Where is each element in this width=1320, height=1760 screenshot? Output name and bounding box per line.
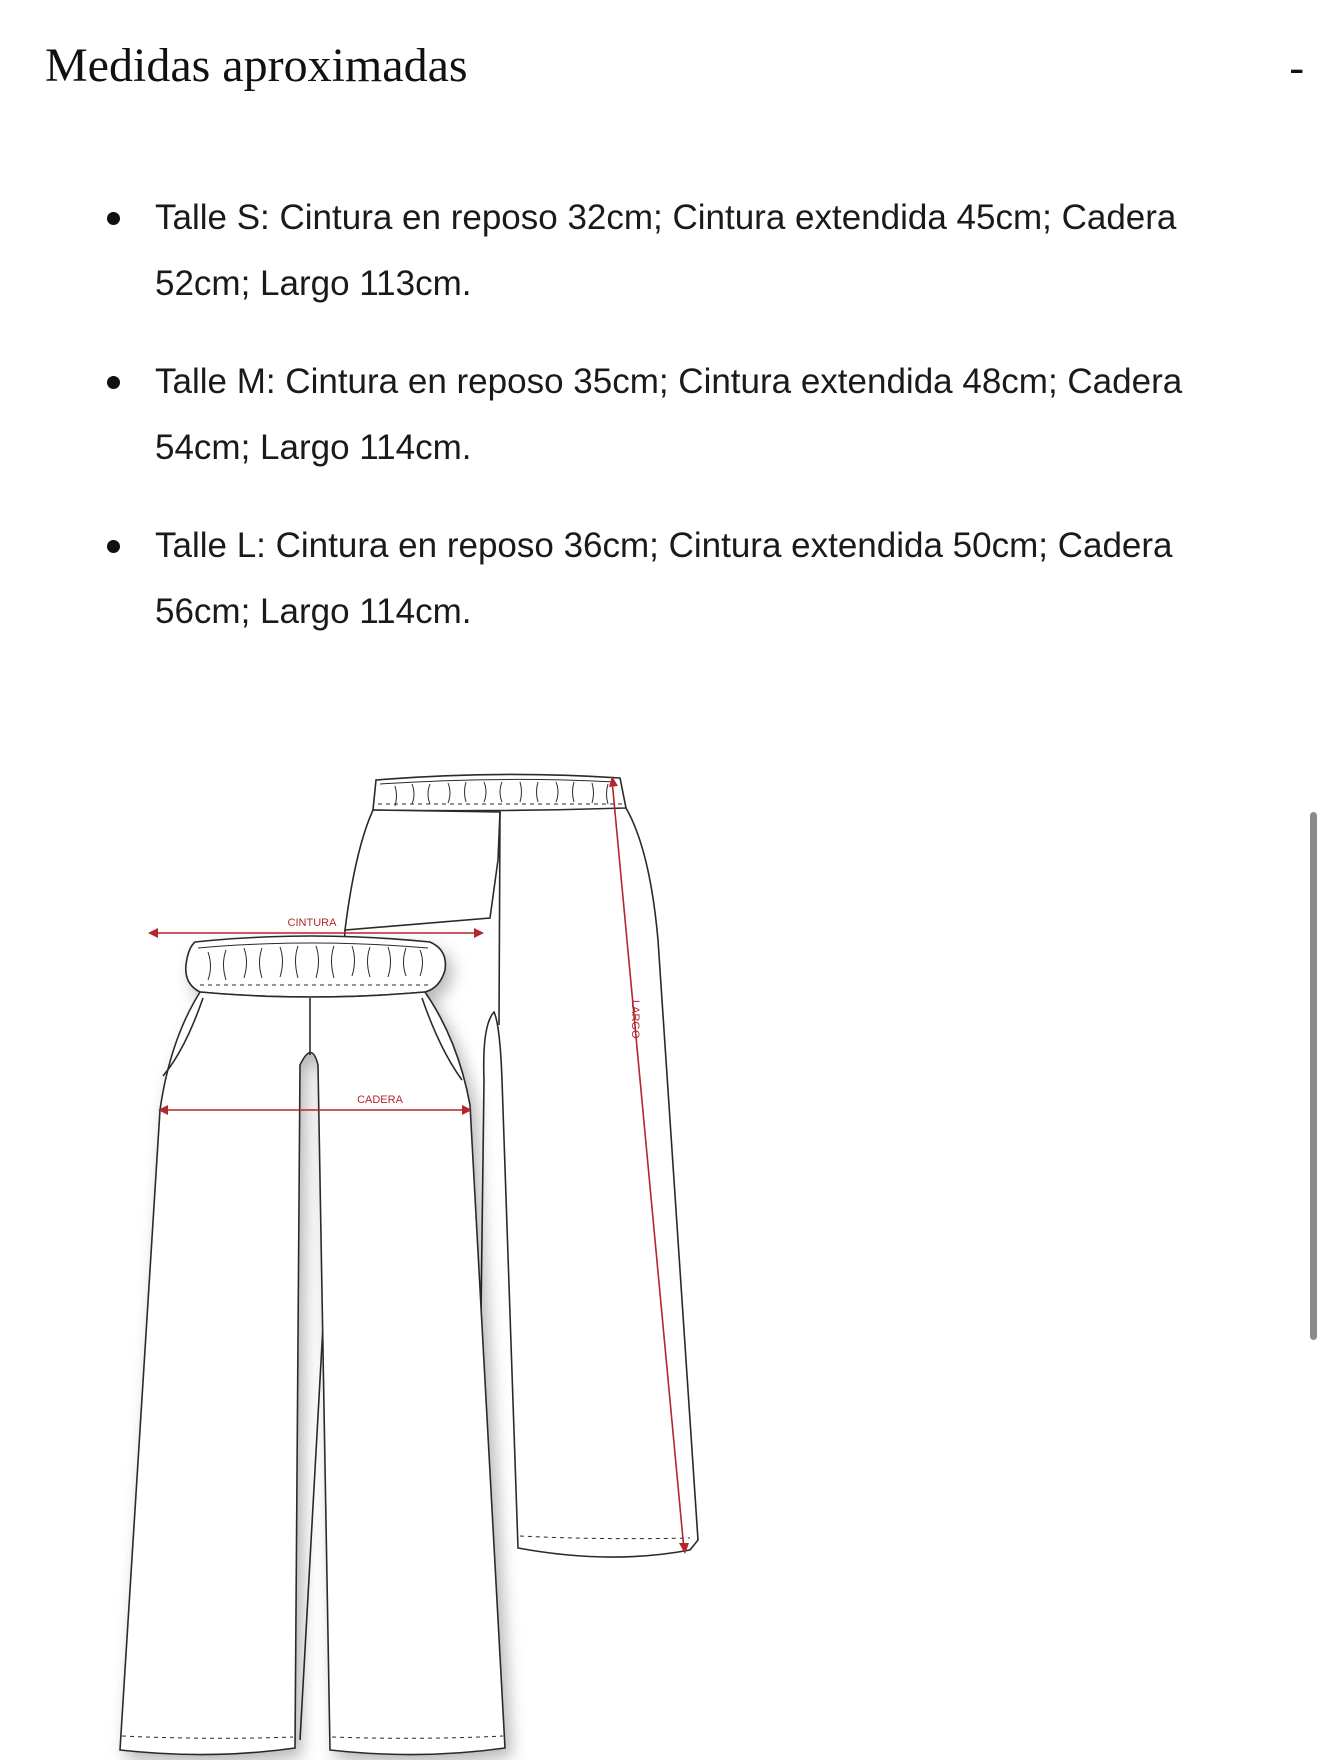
hip-label: CADERA <box>357 1094 403 1106</box>
size-list <box>155 185 1275 677</box>
accordion-header[interactable] <box>0 0 1320 140</box>
size-l-text: Talle L: Cintura en reposo 36cm; Cintura extendida 50cm; Cadera 56cm; Largo 114cm. <box>155 526 1173 631</box>
list-item <box>155 185 1275 317</box>
waist-label: CINTURA <box>287 917 337 929</box>
size-s-text: Talle S: Cintura en reposo 32cm; Cintura extendida 45cm; Cadera 52cm; Largo 113cm. <box>155 198 1177 303</box>
scrollbar[interactable] <box>1310 812 1317 1340</box>
pants-diagram-svg <box>0 740 760 1760</box>
list-item <box>155 513 1275 645</box>
collapse-toggle-button[interactable]: - <box>1248 40 1304 96</box>
bullet-icon <box>107 212 120 225</box>
length-label: LARGO <box>629 1000 641 1039</box>
bullet-icon <box>107 540 120 553</box>
list-item <box>155 349 1275 481</box>
pants-measurement-diagram <box>0 740 760 1760</box>
front-pants-drawing <box>120 936 505 1755</box>
section-title: Medidas aproximadas <box>45 39 468 92</box>
bullet-icon <box>107 376 120 389</box>
size-m-text: Talle M: Cintura en reposo 35cm; Cintura extendida 48cm; Cadera 54cm; Largo 114cm. <box>155 362 1183 467</box>
